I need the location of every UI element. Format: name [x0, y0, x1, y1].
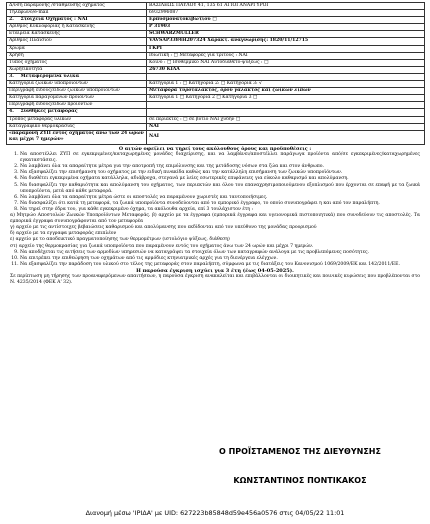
penalty-statement: Σε περίπτωση μη τήρησης των προαναφερόμενων απαιτήσεων, η παρούσα έγκριση ανακαλείται και επιβάλλονται οι διοικητικές και ποινικές κυρώσεις που προβλέπονται στο Ν. 4235/2014 (ΦΕΚ Α' 32). [10, 273, 420, 286]
form-row [7, 66, 425, 73]
section-label: Συνθήκες μεταφοράς [20, 109, 78, 115]
row-label: Εταιρεία Κατασκευής [7, 31, 147, 38]
form-row [7, 81, 425, 88]
section-header [7, 109, 425, 116]
row-value: Μεταφορά τυροτάλακτος, ορού γάλακτος και ζωικών λιπών [147, 88, 425, 95]
term-item: 7. Να διασφαλίζει ότι κατά τη μεταφορά, τα ζωικά υποπροϊόντα συνοδεύονται από το εμπορικό έγγραφο, το οποίο συνυπογράφει η και από τον παραλήπτη. [20, 201, 420, 207]
row-value: ΝΑΙ [147, 130, 425, 144]
term-item: 11. Να εξασφαλίζει την παράδοση του υλικού στο τέλος της μεταφοράς στον παραλήπτη, σύμφωνα με τις διατάξεις του Κανονισμού 1069/2009/ΕΚ και 142/2011/ΕΕ. [20, 262, 420, 268]
terms-heading: Ο αιτών οφείλει να τηρεί τους ακόλουθους όρους και προϋποθέσεις : [118, 146, 312, 152]
signatory-name: ΚΩΝΣΤΑΝΤΙΝΟΣ ΠΟΝΤΙΚΑΚΟΣ [233, 476, 367, 485]
row-label: Περιγραφή είδους/ειδών ζωικών υποπροϊόντων [7, 88, 147, 95]
row-label: Κατηγορία παραγόμενων προϊόντων [7, 95, 147, 102]
form-row [7, 95, 425, 102]
row-label: Τρόπος μεταφοράς υλικών [7, 116, 147, 123]
term-item: 10. Να επιτρέπει την επιθεώρηση των οχημάτων από τις αρμόδιες κτηνιατρικές αρχές για τη διενέργεια ελέγχων. [20, 256, 420, 262]
row-value: SCHWARZMULLER [147, 31, 425, 38]
row-label: Τηλέφωνο/e-mail [7, 10, 147, 17]
validity-statement: Η παρούσα έγκριση ισχύει για 3 έτη (έως 04-05-2025). [136, 267, 294, 274]
form-row [7, 102, 425, 109]
section-label: Στοιχεία Οχήματος : ΝΑΙ [20, 17, 88, 23]
section-number: 2. [9, 17, 14, 23]
section-extra [147, 73, 425, 80]
form-row [7, 123, 425, 130]
term-subitem: δ) αρχείο με τα εγγραφα μεταφοράς επιπλέον [10, 231, 117, 237]
row-label: Χρώμα [7, 45, 147, 52]
row-value: 26730 ΚΙΛΑ [147, 66, 425, 73]
row-label: Κατηγορία ζωικών υποπροϊόντων [7, 81, 147, 88]
section-number: 4. [9, 109, 14, 115]
form-row [7, 24, 425, 31]
row-label: Χρήση [7, 52, 147, 59]
row-value: ΓΚΡΙ [147, 45, 425, 52]
form-row [7, 116, 425, 123]
row-value: Κατηγορία 1 □ Κατηγορία 2 □ Κατηγορία 3 □ [147, 95, 425, 102]
form-row [7, 88, 425, 95]
term-subitem: α) Μητρώο Αποστολών Ζωικών Υποπροϊόντων Μεταφοράς. β) αρχείο με τα έγγραφα (εμπορικά έγγραφα και υγειονομικά πιστοποιητικά) που συνοδεύουν τις αποστολές. Τα εμπορικά έγγραφα συνυπογράφονται από τον μεταφορέα [10, 213, 420, 225]
row-value: Κατηγορία 1 : □ Κατηγορία 2: □ Κατηγορία 3: √ [147, 81, 425, 88]
section-header [7, 17, 425, 24]
row-label: Τύπος οχήματος [7, 59, 147, 66]
distribution-footer: Διανομή μέσω 'ΙΡΙΔΑ' με UID: 627223b85848d59e456a0576 στις 04/05/22 11:01 [85, 509, 345, 517]
section-title [7, 109, 147, 116]
terms-list [10, 152, 420, 213]
term-item: 5. Να διασφαλίζει την καθαριότητα και απολύμανση του οχήματος, των περιεκτών και όλου του επαναχρησιμοποιούμενου εξοπλισμού που έρχονται σε επαφή με τα ζωικά υποπροϊόντα, μετά από κάθε μεταφορά. [20, 183, 420, 195]
row-label: Καταγραφικό θερμοκρασίας [7, 123, 147, 130]
row-value: 6932996087 [147, 10, 425, 17]
form-row [7, 3, 425, 10]
term-item: 3. Να εξασφαλίζει την επισήμανση του οχήματος με την ειδική πινακίδα καθώς και την κατάλληλη επισήμανση των ζωικών υποπροϊόντων. [20, 170, 420, 176]
section-label: Μεταφερόμενα υλικά [20, 73, 80, 79]
term-item: 9. Να αποδέχεται τις αιτήσεις των αρμοδίων υπηρεσιών να καταγράψει τα στοιχεία όλων των καταγραφών ανάλογα με τις προβλεπόμενες ποσότητες. [20, 250, 420, 256]
section-header [7, 73, 425, 80]
term-item: 2. Να λαμβάνει όλα τα απαραίτητα μέτρα για την αποτροπή της επιμόλυνσης και της μετάδοσης νόσων στα ζώα και στον άνθρωπο. [20, 164, 420, 170]
row-label: Περιγραφή είδους/ειδών προϊόντων [7, 102, 147, 109]
row-value: VAVSAP3384H207324 Χαρακτ. αναγνώρισης: 1820/11/12715 [147, 38, 425, 45]
row-label: «παραμονή ΖΥΠ εντός οχήματος άνω των 24 ωρών και μέχρι 7 ημερών» [7, 130, 147, 144]
row-value: Ιδιωτική : □ Μεταφορές για τρίτους : ΝΑΙ [147, 52, 425, 59]
form-row [7, 10, 425, 17]
terms-list-continued [10, 250, 420, 268]
row-value: Κοινό : □ Ισοθερμικό ΝΑΙ Αυτοδιάθετο-ψύξεως : □ [147, 59, 425, 66]
section-title [7, 73, 147, 80]
form-row [7, 38, 425, 45]
term-subitem: γ) αρχείο με τις αντίστοιχες βεβαιώσεις καθαρισμού και απολύμανσης που εκδίδονται από τον υπεύθυνο της μονάδας προορισμού [10, 225, 317, 231]
section-extra [147, 109, 425, 116]
terms-block [10, 146, 420, 286]
form-row [7, 59, 425, 66]
row-value: σε περιέκτες : □ σε βυτίο ΝΑΙ χύδην □ [147, 116, 425, 123]
section-title [7, 17, 147, 24]
term-item: 6. Να λαμβάνει όλα τα απαραίτητα μέτρα ώστε οι αποστολές να παραμένουν χωριστές και ταυτοποιήσιμες. [20, 195, 420, 201]
row-value: Ρ 31903 [147, 24, 425, 31]
row-label: Χωρητικότητα [7, 66, 147, 73]
form-row [7, 31, 425, 38]
row-value: ΝΑΙ [147, 123, 425, 130]
form-row [7, 130, 425, 144]
vehicle-approval-form [6, 2, 425, 145]
form-row [7, 45, 425, 52]
row-label: Αριθμός Πλαισίου [7, 38, 147, 45]
form-row [7, 52, 425, 59]
row-label: Δ/νση παραμονής /σταθμευσης οχήματος [7, 3, 147, 10]
term-item: 1. Να αποστέλλει ΖΥΠ σε εγκεκριμένες/καταχωρημένες μονάδες διαχείρισης, και να λαμβάνει/αποστέλλει παράγωγα προϊόντα από/σε εγκεκριμένες/καταχωρημένες εγκαταστάσεις. [20, 152, 420, 164]
term-subitem: στ) αρχείο της θερμοκρασίας για ζωικά υποπροϊόντα που παραμένουν εντός του οχήματος άνω των 24 ωρών και μέχρι 7 ημερών. [10, 243, 314, 249]
section-number: 3. [9, 73, 14, 79]
section-extra: Ερπυσμονατοκιβωτίου □ [147, 17, 425, 24]
row-value: ΒΑΣΙΛΕΩΣ ΠΑΥΛΟΥ 41, 135 61 ΑΓΙΟΙ ΑΝΑΡΓΥΡΟΙ [147, 3, 425, 10]
term-subitem: ε) αρχείο με το αποδεικτικό πραγματοποίησης των θερμομέτρων (ιστολόγιο ψύξεως, διάθεση) [10, 237, 230, 243]
term-item: 4. Να διαθέτει εγκεκριμένα οχήματα κατάλληλα, αδιάβροχα, στεγανά με λείες εσωτερικές επιφάνειες για εύκολο καθαρισμό και απολύμανση. [20, 176, 420, 182]
signatory-title: Ο ΠΡΟΪΣΤΑΜΕΝΟΣ ΤΗΣ ΔΙΕΥΘΥΝΣΗΣ [219, 447, 381, 456]
row-value [147, 102, 425, 109]
term-item: 8. Να τηρεί στην έδρα του, για κάθε εγκεκριμένο όχημα, τα ακόλουθα αρχεία, επί 3 τουλάχιστον έτη : [20, 207, 420, 213]
row-label: Αριθμός Κυκλοφορίας ή Κατασκευής [7, 24, 147, 31]
